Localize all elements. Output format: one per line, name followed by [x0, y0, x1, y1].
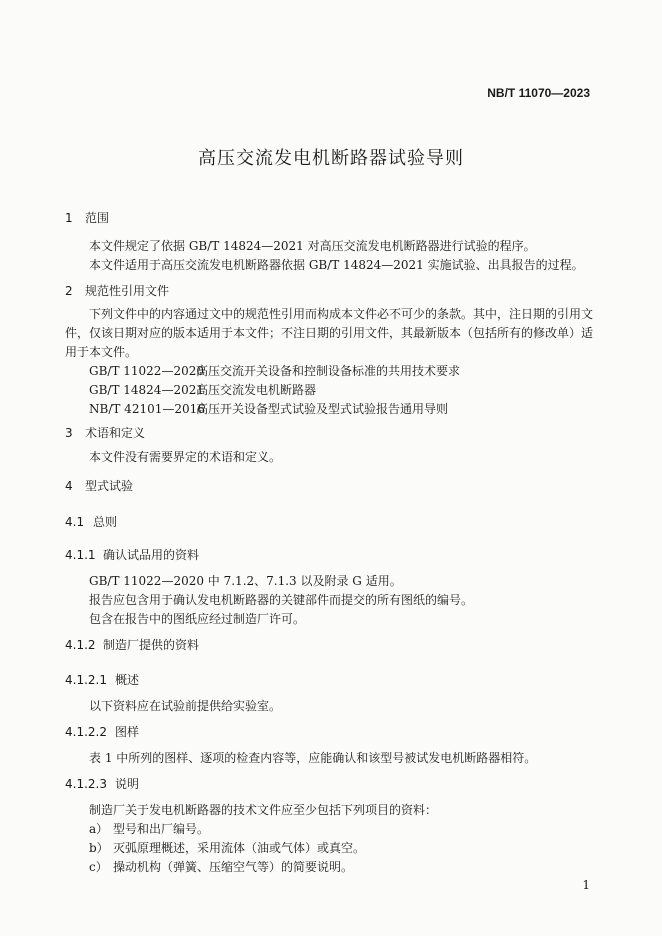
- section-3-heading: [65, 424, 145, 441]
- section-number: 1: [65, 211, 73, 225]
- paragraph: 本文件规定了依据 GB/T 14824—2021 对高压交流发电机断路器进行试验的程序。: [89, 239, 536, 253]
- section-4-1-2-2-heading: [65, 723, 139, 740]
- section-title: 确认试品用的资料: [103, 548, 200, 562]
- reference-code: GB/T 11022—2020: [89, 364, 204, 378]
- list-text: 操动机构（弹簧、压缩空气等）的简要说明。: [113, 860, 354, 874]
- paragraph: 制造厂关于发电机断路器的技术文件应至少包括下列项目的资料：: [89, 803, 438, 817]
- section-4-1-heading: [65, 513, 117, 530]
- document-title: 高压交流发电机断路器试验导则: [198, 148, 464, 169]
- paragraph: 本文件没有需要界定的术语和定义。: [89, 450, 282, 464]
- paragraph: 报告应包含用于确认发电机断路器的关键部件而提交的所有图纸的编号。: [89, 593, 474, 607]
- list-item: [89, 820, 209, 837]
- section-title: 规范性引用文件: [85, 284, 170, 298]
- section-title: 说明: [115, 777, 140, 791]
- reference-item: [89, 362, 460, 379]
- reference-item: [89, 381, 316, 398]
- reference-code: NB/T 42101—2016: [89, 402, 205, 416]
- section-number: 4.1: [65, 515, 85, 529]
- paragraph: 下列文件中的内容通过文中的规范性引用而构成本文件必不可少的条款。其中，注日期的引用文件，仅该日期对应的版本适用于本文件；不注日期的引用文件，其最新版本（包括所有的修改单）适用于本文件。: [65, 307, 594, 359]
- section-title: 概述: [115, 673, 140, 687]
- section-title: 制造厂提供的资料: [103, 638, 200, 652]
- section-number: 4.1.2.1: [65, 673, 107, 687]
- section-4-1-1-heading: [65, 546, 199, 563]
- list-text: 型号和出厂编号。: [113, 822, 210, 836]
- list-marker: c）: [89, 860, 108, 874]
- paragraph: 包含在报告中的图纸应经过制造厂许可。: [89, 612, 306, 626]
- section-number: 4.1.2: [65, 638, 96, 652]
- section-number: 2: [65, 284, 73, 298]
- reference-title: 高压交流开关设备和控制设备标准的共用技术要求: [196, 364, 461, 378]
- section-2-heading: [65, 282, 169, 299]
- paragraph: 表 1 中所列的图样、逐项的检查内容等，应能确认和该型号被试发电机断路器相符。: [89, 751, 537, 765]
- standard-number: NB/T 11070—2023: [487, 86, 590, 100]
- section-4-1-2-3-heading: [65, 775, 139, 792]
- paragraph: GB/T 11022—2020 中 7.1.2、7.1.3 以及附录 G 适用。: [89, 574, 402, 588]
- section-title: 术语和定义: [85, 426, 146, 440]
- section-number: 4.1.2.3: [65, 777, 107, 791]
- section-title: 型式试验: [85, 479, 134, 493]
- section-1-heading: [65, 209, 109, 226]
- reference-title: 高压开关设备型式试验及型式试验报告通用导则: [196, 402, 449, 416]
- paragraph: 本文件适用于高压交流发电机断路器依据 GB/T 14824—2021 实施试验、出具报告的过程。: [89, 258, 584, 272]
- list-marker: b）: [89, 841, 109, 855]
- reference-code: GB/T 14824—2021: [89, 383, 204, 397]
- page-number: 1: [582, 878, 590, 892]
- section-4-1-2-heading: [65, 636, 199, 653]
- section-title: 总则: [93, 515, 118, 529]
- reference-item: [89, 400, 448, 417]
- paragraph: 以下资料应在试验前提供给实验室。: [89, 699, 282, 713]
- section-4-1-2-1-heading: [65, 671, 139, 688]
- section-number: 3: [65, 426, 73, 440]
- reference-title: 高压交流发电机断路器: [196, 383, 317, 397]
- list-text: 灭弧原理概述，采用流体（油或气体）或真空。: [113, 841, 366, 855]
- list-item: [89, 858, 353, 875]
- section-4-heading: [65, 477, 133, 494]
- section-number: 4: [65, 479, 73, 493]
- list-item: [89, 839, 365, 856]
- section-title: 范围: [85, 211, 110, 225]
- section-number: 4.1.1: [65, 548, 96, 562]
- section-title: 图样: [115, 725, 140, 739]
- section-number: 4.1.2.2: [65, 725, 107, 739]
- list-marker: a）: [89, 822, 109, 836]
